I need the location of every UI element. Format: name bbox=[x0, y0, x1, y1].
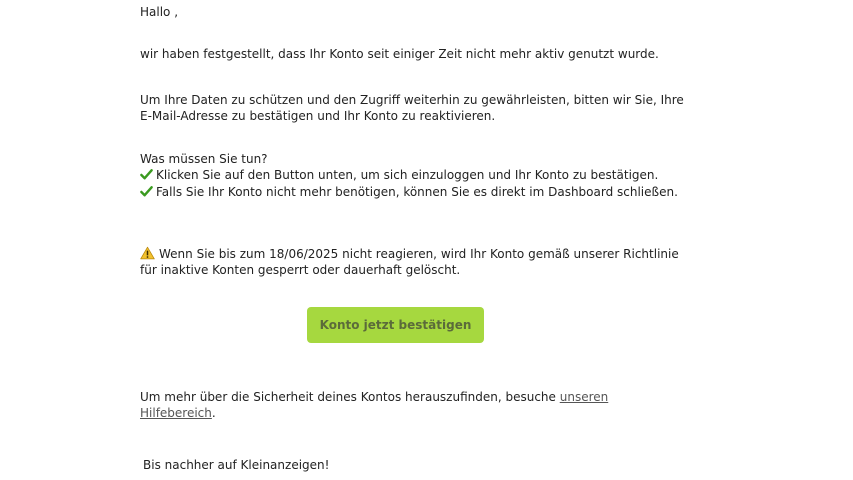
what-todo-heading: Was müssen Sie tun? bbox=[140, 152, 268, 166]
step-text: Klicken Sie auf den Button unten, um sich einzuloggen und Ihr Konto zu bestätigen. bbox=[156, 168, 659, 182]
help-link-part1[interactable]: unseren bbox=[559, 390, 609, 404]
confirm-account-button[interactable] bbox=[307, 307, 484, 343]
protect-text-line1: Um Ihre Daten zu schützen und den Zugriff weiterhin zu gewährleisten, bitten wir Sie, Ihre bbox=[140, 93, 684, 107]
check-icon bbox=[140, 185, 153, 198]
security-text: Um mehr über die Sicherheit deines Kontos herauszufinden, besuche bbox=[140, 390, 560, 404]
check-icon bbox=[140, 168, 153, 181]
greeting: Hallo , bbox=[140, 5, 179, 19]
step-item bbox=[140, 184, 678, 201]
intro-text: wir haben festgestellt, dass Ihr Konto seit einiger Zeit nicht mehr aktiv genutzt wurde. bbox=[140, 47, 659, 61]
security-text-line2 bbox=[140, 405, 216, 422]
warning-icon bbox=[140, 246, 155, 260]
confirm-account-button-label: Konto jetzt bestätigen bbox=[319, 318, 472, 332]
warning-text-2: für inaktive Konten gesperrt oder dauerhaft gelöscht. bbox=[140, 263, 461, 277]
step-text: Falls Sie Ihr Konto nicht mehr benötigen, können Sie es direkt im Dashboard schließen. bbox=[156, 185, 678, 199]
warning-line1 bbox=[140, 246, 679, 263]
warning-text-1: Wenn Sie bis zum 18/06/2025 nicht reagieren, wird Ihr Konto gemäß unserer Richtlinie bbox=[159, 247, 679, 261]
signoff: Bis nachher auf Kleinanzeigen! bbox=[143, 458, 330, 472]
security-text-line1 bbox=[140, 389, 608, 406]
protect-text-line2: E-Mail-Adresse zu bestätigen und Ihr Konto zu reaktivieren. bbox=[140, 109, 496, 123]
help-link-part2[interactable]: Hilfebereich bbox=[140, 406, 212, 420]
step-item bbox=[140, 167, 658, 184]
help-suffix: . bbox=[211, 406, 216, 420]
